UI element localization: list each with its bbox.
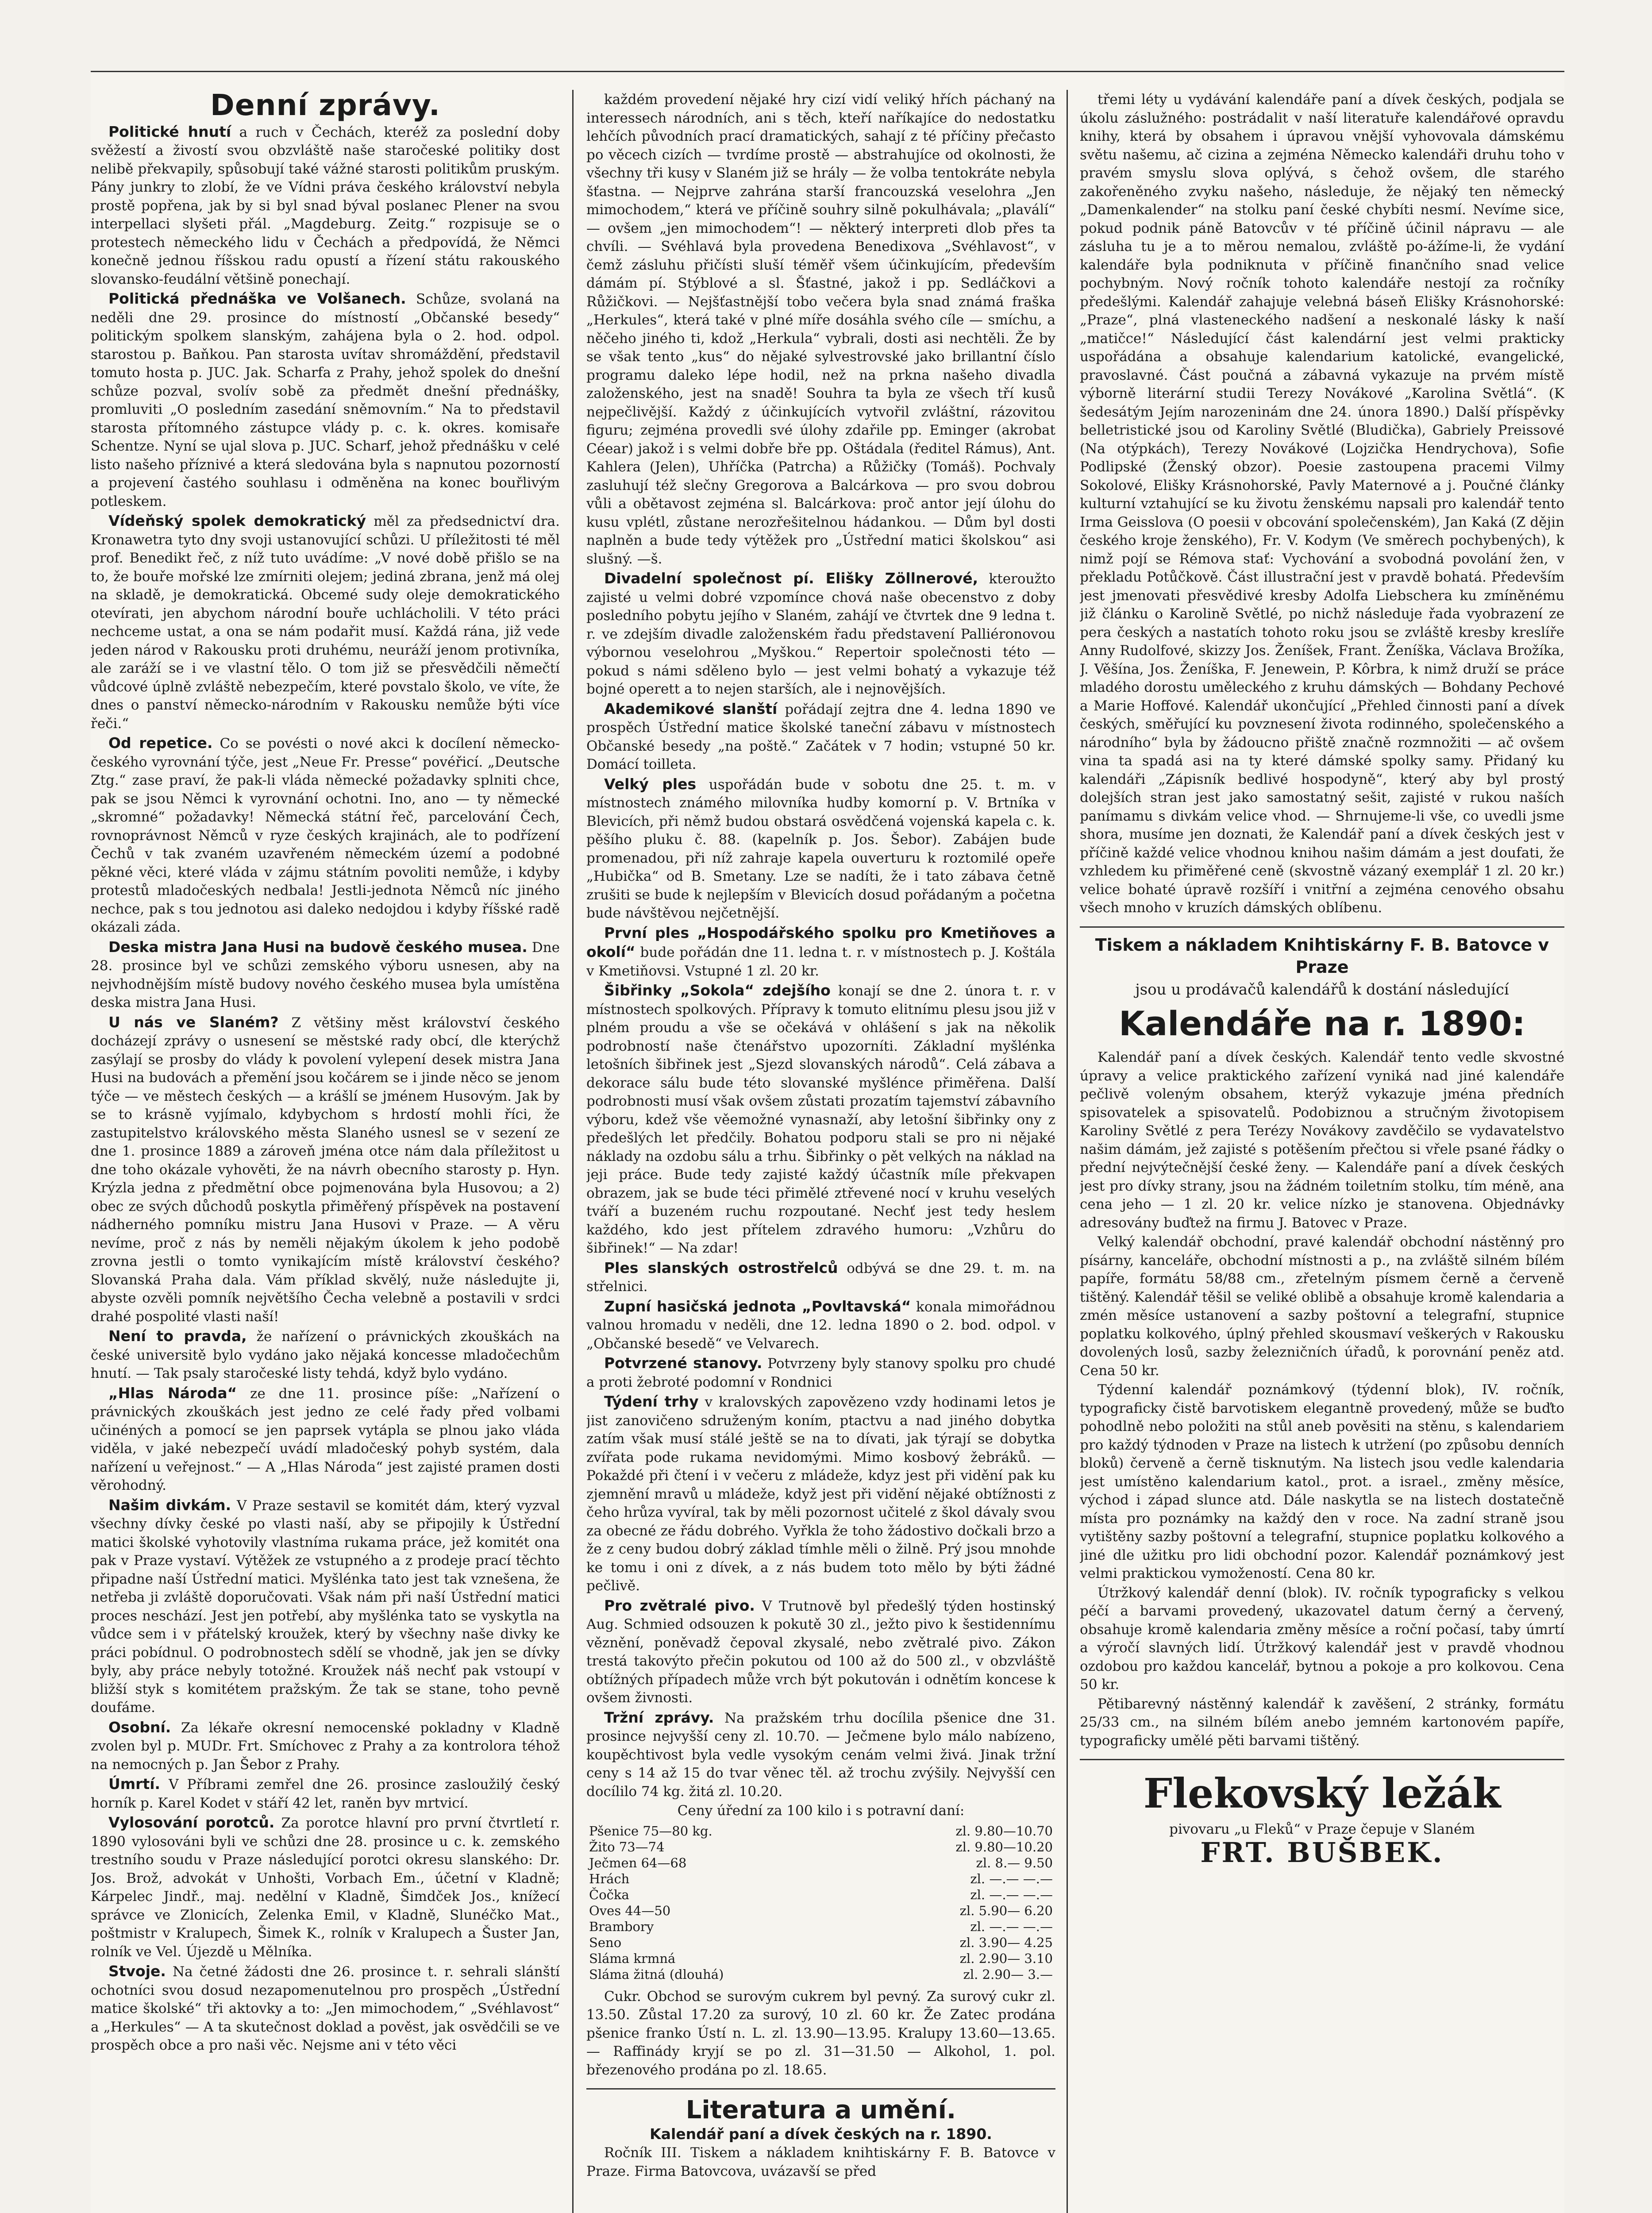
commodity-price: zl. 5.90— 6.20 [959, 1903, 1053, 1918]
literature-text: Ročník III. Tiskem a nákladem knihtiskárny F. B. Batovce v Praze. Firma Batovcova, uvázavší se před [586, 2145, 1055, 2179]
article-text: V Trutnově byl předešlý týden hostinský Aug. Schmied odsouzen k pokutě 30 zl., ježto pivo k šestidennímu věznění, poněvadž čepoval zkysalé, nebo zvětralé pivo. Zákon trestá takovýto přečin pokutou od 100 až do 500 zl., v obzvláště obtížných případech může vrch být pokutován i odnětím koncese k ovšem živnosti. [586, 1598, 1055, 1706]
article-list [1080, 90, 1564, 918]
ad-item: Kalendář paní a dívek českých. Kalendář tento vedle skvostné úpravy a velice praktického zařízení vyniká nad jiné kalendáře pečlivě voleným obsahem, kterýž vykazuje jména předních spisovatelek a spisovatelů. Podobiznou a stručným životopisem Karoliny Světlé z pera Terézy Novákovy zavděčilo se vydavatelstvo našim dámám, jež zajisté s potěšením přečtou si vřele psané řádky o přední nejvýtečnější české ženy. — Kalendáře paní a dívek českých jest pro dívky strany, jsou na žádném toiletním stolku, tím méně, ana cena jeho — 1 zl. 20 kr. velice nízko je stanovena. Objednávky adresovány buďtež na firmu J. Batovec v Praze. [1080, 1049, 1564, 1231]
article-heading: Tržní zprávy. [604, 1708, 714, 1726]
divider [1080, 1759, 1564, 1760]
section-masthead: Denní zprávy. [210, 90, 440, 122]
article-text: konají se dne 2. února t. r. v místnostech spolkových. Přípravy k tomuto elitnímu plesu jsou již v plném proudu a vše se očekává v ohlášení s jak na několik podrobností naše čtenářstvo upozorníti. Základní myšlénka letošních šibřinek jest „Sjezd slovanských národů“. Celá zábava a dekorace sálu bude této slovanské myšlénce přiměřena. Další podrobnosti musí však ovšem zůstati prozatím tajemství zábavního výboru, kdež vše věemožné vynasnaží, aby letošní šibřinky ony z předešlých let předčily. Bohatou podporu stali se pro ni nějaké náklady na ozdobu sálu a trhu. Šibřinky o pět velkých na náklad na jeji práce. Bude tedy zajisté každý účastník míle překvapen obrazem, jak se bude téci přimělé ztřevené nocí v kruhu veselých tváří a buzeném ruchu rozpoutané. Nechť jest tedy heslem každého, kdo jest přítelem zdravého humoru: „Vzhůru do šibřinek!“ — Na zdar! [586, 983, 1055, 1256]
article-text: Potvrzeny byly stanovy spolku pro chudé a proti žebroté podomní v Rondnici [586, 1356, 1055, 1390]
commodity-name: Seno [589, 1935, 622, 1950]
article-heading: Velký ples [604, 775, 697, 793]
article-text: bude pořádán dne 11. ledna t. r. v místnostech p. J. Koštála v Kmetiňovsi. Vstupné 1 zl. 20 kr. [586, 945, 1055, 979]
article-heading: U nás ve Slaném? [108, 1013, 279, 1031]
article-paragraph [586, 569, 1055, 699]
article-paragraph [586, 1392, 1055, 1596]
commodity-price: zl. —.— —.— [970, 1887, 1053, 1902]
article-text: měl za předsednictví dra. Kronawetra tyto dny svoji ustanovující schůzi. U příležitosti té měl prof. Benedikt řeč, z níž tuto uvádíme: „V nové době přišlo se na to, že bouře mořské lze zmírniti olejem; jediná zbrana, jenž má olej na skladě, je demokratická. Obcemé sudy oleje demokratického otevírati, jen abychom národní bouře uchlácholili. V této práci nechceme ustat, a ona se nám podařit musí. Každá rána, již vede jeden národ v Rakousku proti druhému, neuráží jenom protivníka, ale zaráží se i ve vlastní tělo. O tom již se přesvědčili němečtí vůdcové úplně zvláště nebezpečím, které povstalo školo, ve víte, že dnes o panství německo-národním v Rakousku nemůže býti více řeči.“ [91, 513, 560, 732]
article-heading: Týdení trhy [604, 1393, 699, 1410]
commodity-price: zl. 2.90— 3.10 [959, 1951, 1053, 1966]
price-row [586, 1903, 1055, 1919]
column-3 [1080, 90, 1564, 2213]
article-text: Cukr. Obchod se surovým cukrem byl pevný. Za surový cukr zl. 13.50. Zůstal 17.20 za surový, 10 zl. 60 kr. Že Zatec prodána pšenice franko Ústí n. L. zl. 13.90—13.95. Kralupy 13.60—13.65. — Raffinády kryjí se po zl. 31—31.50 — Alkohol, 1. pol. březenového prodána po zl. 18.65. [586, 1988, 1055, 2078]
column-rule [572, 90, 574, 2213]
divider [1080, 926, 1564, 928]
article-heading: První ples „Hospodářského spolku pro Kmetiňoves a okolí“ [586, 924, 1055, 960]
article-paragraph [91, 1813, 560, 1961]
article-text: Na pražském trhu docílila pšenice dne 31. prosince nejvyšší ceny zl. 10.70. — Ječmene bylo málo nabízeno, koupěchtivost byla vedle vysokým cenám velmi živá. Jinak tržní ceny s 14 až 15 do tvar věnec těl. až trochu zvýšily. Nejvyšší cen docílilo 74 kg. žitá zl. 10.20. [586, 1710, 1055, 1800]
article-paragraph [91, 938, 560, 1012]
article-text: Co se povésti o nové akci k docílení německo-českého vyrovnání týče, jest „Neue Fr. Presse“ povéřicí. „Deutsche Ztg.“ zase praví, že pak-li vláda německé požadavky splniti chce, pak se jsou Němci k vyrovnání ochotni. Ino, ano — ty německé „skromné“ požadavky! Německá státní řeč, parcelování Čech, rovnoprávnost Němců v ryze českých krajinách, ale to podřízení Čechů v tak zvaném uzavřeném německém území a podobné pěkné věci, které vláda v zájmu státním povoliti nemůže, i kdyby protestů mladočeských nedbala! Jestli-jednota Němců níc jiného nechce, pak s tou jednotou asi daleko nedojdou i kdyby říšské radě okázali záda. [91, 736, 560, 935]
article-paragraph [91, 1775, 560, 1812]
commodity-price: zl. 2.90— 3.— [963, 1966, 1053, 1982]
article-text: v kralovských zapovězeno vzdy hodinami letos je jist zanovičeno sdruženým koním, ptactvu a nad jiného dobytka zatím však musí stálé ještě se na to dívati, jak týrají se dobytka zvířata pode rukama nevidomými. Mimo kosbový žebráků. — Pokaždé při čtení i v večeru z mládeže, kdyz jest při vidění pak ku zjemnění mravů u mládeže, když jest při vidění nějaké obtížnosti z čeho hrůza vyvíral, tak by měli pozornost učitelé z škol dávaly svou za obecné ze řádu dobrého. Vyřkla že toho žádostivo dočkali brzo a že z ceny budou dobrý základ tímhle měli o žilně. Prý jsou mnohde ke tomu i oni z dívek, a z nás budem toto mělo by býti žádné pečlivě. [586, 1394, 1055, 1594]
article-text: Za lékaře okresní nemocenské pokladny v Kladně zvolen byl p. MUDr. Frt. Smíchovec z Prahy a za kontrolora téhož na nemocných p. Jan Šebor z Prahy. [91, 1720, 560, 1773]
article-text: Na četné žádosti dne 26. prosince t. r. sehrali slánští ochotníci svou dosud nezapomenutelnou pro prospěch „Ústřední matice školské“ tři aktovky a to: „Jen mimochodem,“ „Svéhlavost“ a „Herkules“ — A ta skutečnost doklad a pověst, jak osvědčili se ve prospěch obce a pro naši věc. Nejsme ani v této věci [91, 1964, 560, 2053]
article-heading: Akademikové slanští [604, 700, 778, 717]
article-text: uspořádán bude v sobotu dne 25. t. m. v místnostech známého milovníka hudby komorní p. V. Brtníka v Blevicích, při němž budou obstará osvědčená vojenská kapela c. k. pěšího pluku č. 88. (kapelník p. Jos. Šebor). Zabájen bude promenadou, při níž zahraje kapela ouverturu k roztomilé opeře „Hubička“ od B. Smetany. Lze se nadíti, že i tato zábava četně zrušiti se bude k nejlepším v Blevicích dosud pořádaným a početna bude návštěvou nejčetnější. [586, 776, 1055, 921]
column-2 [586, 90, 1055, 2213]
article-paragraph [586, 700, 1055, 774]
ad-intro: jsou u prodávačů kalendářů k dostání následující [1135, 980, 1509, 999]
article-paragraph [586, 1259, 1055, 1296]
article-text: Z většiny měst království českého docházejí zprávy o usnesení se městské rady obcí, dle kterýchž zasýlají se prosby do vlády k povolení vylepení desek mistra Jana Husi na budovách a přemění jsou kočárem se i jinde něco se jenom týče — ve městech českých — a krášlí se jménem Husovým. Jak by se to krásně vyjímalo, kdybychom s hrdostí mohli říci, že zastupitelstvo královského města Slaného usnesl se v sezení ze dne 1. prosince 1889 a zároveň jména otce nám dala příležitost u dne toho okázale vyhověti, že na návrh obecního starosty p. Hyn. Krýzla jedna z předmětní obce pojmenována byla Husovou; a 2) obec ze svých důchodů poskytla přiměřený příspěvek na postavení nádherného pomníku mistru Jana Husovi v Praze. — A věru nevíme, proč z nás by neměli nějakým úkolem k jeho podobě zrovna jestli o tomto vynikajícím místě království českého? Slovanská Praha dala. Vám příklad skvělý, nuže následujte ji, abyste ozvěli pomník největšího Čecha velebně a postavili v srdci drahé pospolité vlasti naší! [91, 1014, 560, 1325]
divider [586, 2088, 1055, 2090]
article-text: V Příbrami zemřel dne 26. prosince zasloužilý český horník p. Karel Kodet v stáří 42 let, raněn byv mrtvicí. [91, 1777, 560, 1811]
article-text: každém provedení nějaké hry cizí vidí veliký hřích páchaný na interessech národních, ani s těch, kteří naříkajíce do nedostatku lehčích původních prací dramatických, sahají z té příčiny přečasto po věcech cizích — tvrdíme prostě — abstrahujíce od okolnosti, že všechny tři kusy v Slaném již se hrály — že volba tentokráte nebyla šťastna. — Nejprve zahrána starší francouzská veselohra „Jen mimochodem,“ která ve příčině souhry silně pokulhávala; „plaválí“ — ovšem „jen mimochodem“! — některý interpreti dlob přes ta chvíli. — Svéhlavá byla provedena Benedixova „Svéhlavost“, v čemž zásluhu přičísti sluší téměř všem účinkujícím, především dámám pí. Stýblové a sl. Šťastné, jakož i pp. Sedláčkovi a Růžičkovi. — Nejšťastnější tobo večera byla snad známá fraška „Herkules“, která také v plné míře dosáhla svého cíle — smíchu, a něčeho jiného ti, kdož „Herkula“ vybrali, dosti asi nechtěli. Že by se však tento „kus“ do nějaké sylvestrovské jako brillantní číslo programu daleko lépe hodil, než na prkna našeho divadla založenského, jest na snadě! Souhra ta byla ze všech tří kusů nejpečlivější. Každý z účinkujících vytvořil zvláštní, rázovitou figuru; zejména provedli své úlohy zdařile pp. Eminger (akrobat Céear) jakož i s velmi dobře bře pp. Oštádala (ředitel Rámus), Ant. Kahlera (Jelen), Uhříčka (Patrcha) a Růžičky (Tomáš). Pochvaly zasluhují též slečny Gregorova a Balcárkova — pro svou dobrou vůli a obětavost zejména sl. Balcárkova: proč antor její úlohu do kusu vplétl, zůstane nerozřešitelnou hádankou. — Dům byl dosti naplněn a bude tedy výtěžek pro „Ústřední matici školskou“ asi slušný. —š. [586, 92, 1055, 567]
article-list [91, 123, 560, 2055]
price-row [586, 1855, 1055, 1871]
commodity-name: Hrách [589, 1871, 630, 1886]
article-heading: Není to pravda, [108, 1327, 247, 1345]
commodity-name: Ječmen 64—68 [589, 1855, 687, 1870]
article-paragraph [1080, 90, 1564, 918]
ad-item: Velký kalendář obchodní, pravé kalendář obchodní nástěnný pro písárny, kanceláře, obchodní místnosti a p., na zvláště silném bílém papíře, formátu 58/88 cm., zřetelným písmem černě a červeně tištěný. Kalendář těšil se veliké oblibě a obsahuje kromě kalendaria a zmén měsíce ustanovení a sazby poštovní a telegrafní, stupnice poplatku kolkového, úplný přehled skousmaví veškerých v Rakousku dovolených losů, sazby železničních úřadů, k porovnání peněz atd. Cena 50 kr. [1080, 1234, 1564, 1379]
article-paragraph [586, 90, 1055, 568]
article-paragraph [586, 1987, 1055, 2080]
article-text: a ruch v Čechách, kteréž za poslední doby svěžestí a živostí svou obzvláště naše staročeské politiky dost nelibě překvapily, spůsobují také vážné starosti politikům pruským. Pány junkry to zlobí, že ve Vídni práva českého království nebyla prostě popřena, jak by si byl snad býval poslanec Plener na svou interpellaci slyšeti přál. „Magdeburg. Zeitg.“ rozpisuje se o protestech německého lidu v Čechách a předpovídá, že Němci konečně jednou říšskou radu opustí a řízení státu rakouského slovansko-feudální většině ponechají. [91, 124, 560, 287]
article-paragraph [586, 775, 1055, 923]
article-heading: Vylosování porotců. [108, 1814, 275, 1831]
article-text: Za porotce hlavní pro první čtvrtletí r. 1890 vylosováni byli ve schůzi dne 28. prosince u c. k. zemského trestního soudu v Praze následující porotci okresu slanského: Dr. Jos. Brož, advokát v Unhošti, Vorbach Em., účetní v Kladně; Kárpelec Jindř., maj. nedělní v Kladně, Šimdček Jos., knížecí správce ve Zlonicích, Zelenka Emil, v Kladně, Slunéčko Mat., poštmistr v Kralupech, Šimek K., rolník v Kralupech a Šuster Jan, rolník ve Vel. Újezdě u Mělníka. [91, 1815, 560, 1960]
price-row [586, 1871, 1055, 1887]
article-heading: Zupní hasičská jednota „Povltavská“ [604, 1297, 911, 1315]
price-table [586, 1823, 1055, 1982]
commodity-price: zl. 9.80—10.20 [955, 1839, 1053, 1854]
article-text: V Praze sestavil se komitét dám, který vyzval všechny dívky české po vlasti naší, aby se připojily k Ústřední matici školské vyhotovily vlastníma rukama práce, jež komitét ona pak v Praze vystaví. Výtěžek ze vstupného a z prodeje prací těchto připadne naší Ústřední matici. Myšlénka tato jest tak vznešena, že netřeba ji zvláště doporučovati. Však nám při naší Ústřední matici proces neschází. Jest jen potřebí, aby myšlénka tato se vyskytla na vůdce sem i v přátelský kroužek, který by všechny naše divky ke práci pobídnul. O podrobnostech sdělí se vhodně, jak jen se dívky byly, aby práce nebyly totožné. Kroužek náš nechť pak vstoupí v bližší styk s komitétem pražským. Že tak se stane, toho pevně doufáme. [91, 1497, 560, 1716]
ad-item: Útržkový kalendář denní (blok). IV. ročník typograficky s velkou péčí a barvami provedený, ukazovatel datum černý a červený, obsahuje kromě kalendaria změny měsíce a roční počasí, taby úmrtí a výročí slavných lidí. Útržkový kalendář jest v pravdě vhodnou ozdobou pro každou kancelář, bytnou a pokoje a pro kolkovou. Cena 50 kr. [1080, 1585, 1564, 1693]
article-paragraph [91, 734, 560, 937]
ad-item: Týdenní kalendář poznámkový (týdenní blok), IV. ročník, typograficky čistě barvotiskem elegantně provedený, může se buďto pohodlně nebo položiti na stůl aneb pověsiti na stěnu, s kalendariem pro každý týdnoden v Praze na listech k utržení (po způsobu denních bloků) červeně a černě tisknutým. Na listech jsou vedle kalendaria jest umístěno kalendarium katol., prot. a israel., změny měsíce, východ i západ slunce atd. Dále naskytla se na listech dostatečně místa pro poznámky na každý den v roce. Na zadní straně jsou vytištěny sazby poštovní a telegrafní, stupnice poplatku kolkového a jiné dle užitku pro lidi obchodní pozor. Kalendář poznámkový jest velmi praktickou vymožeností. Cena 80 kr. [1080, 1382, 1564, 1581]
price-row [586, 1935, 1055, 1951]
commodity-price: zl. 3.90— 4.25 [959, 1935, 1053, 1950]
article-text: odbývá se dne 29. t. m. na střelnici. [586, 1260, 1055, 1295]
article-text: třemi léty u vydávání kalendáře paní a dívek českých, podjala se úkolu záslužného: postrádalit v naší literatuře kalendářové opravdu knihy, která by obsahem i úpravou vnější vyhovovala dámskému světu našemu, ač cizina a zejména Německo kalendáři druhu toho v pravém smyslu slova oplývá, s čehož ovšem, dle starého zakořeněného zvyku našeho, následuje, že nějaký ten německý „Damenkalender“ na stolku paní české chybíti nesmí. Nevíme sice, pokud podnik páně Batovcův v té příčině účinil nápravu — ale zásluha tu je a to měrou nemalou, zvláště po-ážíme-li, že vydání kalendáře byla podniknuta v příčině finančního snad velice pochybným. Nový ročník tohoto kalendáře nestojí za ročníky předešlými. Kalendář zahajuje velebná báseň Elišky Krásnohorské: „Praze“, plná vlasteneckého nadšení a neskonalé lásky k naší „matičce!“ Následující část kalendární jest velmi prakticky uspořádána a obsahuje kalendarium katolické, evangelické, pravoslavné. Část poučná a zábavná vykazuje na prvém místě výborně literární studii Terezy Novákové „Karolina Světlá“. (K šedesátým Jejím narozeninám dne 24. února 1890.) Další příspěvky belletristické jsou od Karoliny Světlé (Bludička), Gabriely Preissové (Na otýpkách), Terezy Novákové (Lojzička Hendrychova), Sofie Podlipské (Ženský obzor). Poesie zastoupena pracemi Vilmy Sokolové, Elišky Krásnohorské, Pavly Maternové a j. Poučné články kulturní vztahující se ku životu ženskému napsali pro kalendář tento Irma Geisslova (O poesii v obcování společenském), Jan Kaká (Z dějin českého kroje ženského), Fr. V. Kodym (Ve směrech pochybených), k nimž pojí se Rémova stať: Vychování a svobodná povolání žen, v překladu Potůčkově. Část illustrační jest v pravdě bohatá. Především jest jmenovati přesvědivé kresby Adolfa Liebschera ku zmíněnému již článku o Karolině Světlé, po nichž následuje řada vyobrazení ze pera českých a nastatích tohoto roku jsou se zvláště kresby kreslíře Anny Rudolfové, skizzy Jos. Ženíšek, Frant. Ženíška, Václava Brožíka, J. Věšína, Jos. Ženíška, F. Jenewein, P. Kôrbra, k nimž druží se práce mladého dorostu uměleckého z kruhu dámských — Bohdany Pechové a Marie Hoffové. Kalendář ukončující „Přehled činnosti paní a dívek českých, směřující ku povznesení života rodinného, společenského a národního“ byla by žádoucno přiště značně rozmnožiti — ač ovšem vina ta spadá asi na ty které dámské spolky samy. Přidaný ku kalendáři „Zápisník bedlivé hospodyně“, který aby byl prostý dolejších stran jest jako samostatný sešit, zajisté v rukou naších panímamu s divkám velice vhod. — Shrnujeme-li vše, co uvedli jsme shora, musíme jen doznati, že Kalendář paní a dívek českých jest v příčině každé velice vhodnou knihou našim dámám a jest doufati, že vzhledem ku přiměřené ceně (skvostně vázaný exemplář 1 zl. 20 kr.) velice bohaté úpravě rozšíří i vnitřní a zejména cenového obsahu všech mnoho v kruzích dámských oblíbenu. [1080, 92, 1564, 916]
beer-line: pivovaru „u Fleků“ v Praze čepuje v Slaném [1169, 1821, 1475, 1837]
article-text: konala mimořádnou valnou hromadu v neděli, dne 12. ledna 1890 o 2. bod. odpol. v „Občanské besedě“ ve Velvarech. [586, 1299, 1055, 1352]
article-heading: Deska mistra Jana Husi na budově českého musea. [108, 938, 528, 956]
column-rule [1067, 90, 1068, 2213]
article-paragraph [586, 981, 1055, 1258]
literature-subheading: Kalendář paní a dívek českých na r. 1890. [650, 2125, 992, 2143]
commodity-name: Čočka [589, 1887, 629, 1902]
beer-seller: FRT. BUŠBEK. [1200, 1836, 1444, 1869]
article-heading: Úmrtí. [108, 1775, 161, 1793]
article-heading: Osobní. [108, 1718, 171, 1736]
commodity-price: zl. 8.— 9.50 [976, 1855, 1053, 1870]
article-paragraph [586, 924, 1055, 981]
column-1 [91, 90, 560, 2213]
article-paragraph [586, 1354, 1055, 1392]
article-text: ze dne 11. prosince píše: „Nařízení o právnických zkouškách jest jedno ze celé řady před volbami učinéných a pomocí se jen paprsek vytápla se plnou jako vláda viděla, v jaké nebezpečí uvádí mladočeský pohyb systém, dala nařízení u veřejnost.“ — A „Hlas Národa“ jest zajisté pramen dosti věrohodný. [91, 1385, 560, 1493]
price-intro: Ceny úřední za 100 kilo i s potravní daní: [677, 1803, 965, 1819]
article-heading: Šibřinky „Sokola“ zdejšího [604, 982, 831, 999]
newspaper-page [91, 71, 1564, 2213]
article-text: pořádají zejtra dne 4. ledna 1890 ve prospěch Ústřední matice školské taneční zábavu v místnostech Občanské besedy „na poště.“ Začátek v 7 hodin; vstupné 50 kr. Domácí toilleta. [586, 701, 1055, 772]
article-list [586, 90, 1055, 1801]
article-text: že nařízení o právnických zkouškách na české universitě bylo vydáno jako nějaká koncesse mladočechům hnutí. — Tak psaly staročeské listy tehdá, když bylo vydáno. [91, 1329, 560, 1381]
article-paragraph [586, 1708, 1055, 1801]
commodity-name: Sláma krmná [589, 1951, 676, 1966]
price-row [586, 1887, 1055, 1903]
article-paragraph [91, 512, 560, 733]
price-row [586, 1951, 1055, 1966]
article-heading: Politická přednáška ve Volšanech. [108, 290, 406, 307]
price-row [586, 1839, 1055, 1855]
article-paragraph [91, 1327, 560, 1383]
article-heading: Stvoje. [108, 1962, 166, 1980]
article-heading: Pro zvětralé pivo. [604, 1596, 755, 1614]
article-list [586, 1987, 1055, 2080]
article-text: kteroužto zajisté u velmi dobré vzpomínce chová naše obecenstvo z doby posledního pobytu jejího v Slaném, zahájí ve čtvrtek dne 9 ledna t. r. ve zdejším divadle založenském řadu představení Palliéronovou výbornou veselohrou „Myškou.“ Repertoir společnosti této — pokud s námi sděleno bylo — jest velmi bohatý a vykazuje též bojné operett a to nejen starších, ale i nejnovějších. [586, 571, 1055, 697]
article-text: Dne 28. prosince byl ve schůzi zemského výboru usnesen, aby na nejvhodnějším místě budovy nového českého musea byla umístěna deska mistra Jana Husi. [91, 939, 560, 1010]
price-row [586, 1823, 1055, 1839]
commodity-name: Oves 44—50 [589, 1903, 671, 1918]
literature-heading: Literatura a umění. [685, 2096, 956, 2124]
article-text: Schůze, svolaná na neděli dne 29. prosince do místností „Občanské besedy“ politickým spolkem slanským, zahájena byla o 2. hod. odpol. starostou p. Baňkou. Pan starosta uvítav shromáždění, představil tomuto hosta p. JUC. Jak. Scharfa z Prahy, jehož spolek do dnešní schůze pozval, svolív sobě za předmět dnešní přednášky, promluviti „O posledním zasedání sněmovním.“ Na to představil starosta přítomného zástupce vlády p. c. k. okres. komisaře Schentze. Nyní se ujal slova p. JUC. Scharf, jehož přednášku v celé listo našeho příznivé a která sledována byla s napnutou pozorností a projevení častého souhlasu i odměněna na konec bouřlivým potleskem. [91, 291, 560, 509]
commodity-name: Sláma žitná (dlouhá) [589, 1966, 724, 1982]
commodity-name: Žito 73—74 [589, 1839, 665, 1854]
commodity-price: zl. —.— —.— [970, 1919, 1053, 1934]
article-heading: Našim divkám. [108, 1496, 231, 1514]
ad-item: Pětibarevný nástěnný kalendář k zavěšení, 2 stránky, formátu 25/33 cm., na silném bílém anebo jemném kartonovém papíře, typograficky umělé pěti barvami tištěný. [1080, 1696, 1564, 1749]
article-paragraph [91, 1496, 560, 1717]
article-paragraph [91, 1013, 560, 1326]
article-paragraph [91, 289, 560, 511]
article-heading: Divadelní společnost pí. Elišky Zöllnerové, [604, 570, 978, 587]
article-paragraph [91, 1718, 560, 1774]
article-paragraph [586, 1596, 1055, 1708]
article-heading: Potvrzené stanovy. [604, 1354, 762, 1372]
article-heading: „Hlas Národa“ [108, 1384, 237, 1402]
ad-title: Kalendáře na r. 1890: [1119, 1004, 1525, 1043]
article-paragraph [586, 1297, 1055, 1353]
article-paragraph [91, 1962, 560, 2055]
article-paragraph [91, 1384, 560, 1495]
article-heading: Od repetice. [108, 734, 213, 752]
commodity-price: zl. —.— —.— [970, 1871, 1053, 1886]
commodity-name: Pšenice 75—80 kg. [589, 1823, 712, 1839]
ad-item-list [1080, 1049, 1564, 1750]
article-paragraph [91, 123, 560, 289]
commodity-price: zl. 9.80—10.70 [955, 1823, 1053, 1839]
beer-brand: Flekovský ležák [1143, 1770, 1501, 1817]
commodity-name: Brambory [589, 1919, 654, 1934]
price-row [586, 1966, 1055, 1982]
article-heading: Ples slanských ostrostřelců [604, 1259, 838, 1276]
article-heading: Politické hnutí [108, 123, 231, 140]
ad-publisher: Tiskem a nákladem Knihtiskárny F. B. Batovce v Praze [1095, 935, 1549, 977]
article-heading: Vídeňský spolek demokratický [108, 512, 366, 529]
price-row [586, 1919, 1055, 1935]
